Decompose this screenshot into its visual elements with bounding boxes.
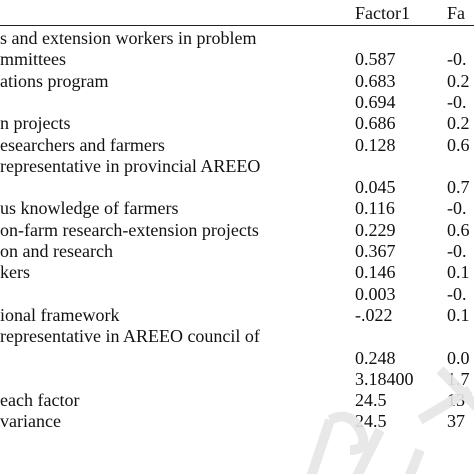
table-row	[0, 326, 474, 347]
table-row	[0, 390, 474, 411]
factor2-value: 0.1	[447, 262, 470, 283]
table-row	[0, 369, 474, 390]
table-row	[0, 92, 474, 113]
row-label: ations program	[0, 70, 109, 91]
factor2-value: 0.2	[447, 70, 470, 91]
table-row	[0, 156, 474, 177]
factor2-value: 0.1	[447, 304, 470, 325]
factor1-value: 0.229	[355, 219, 396, 240]
factor1-value: 3.18400	[355, 368, 414, 389]
factor1-value: 0.146	[355, 262, 396, 283]
row-label: ional framework	[0, 304, 120, 325]
factor1-value: 0.686	[355, 113, 396, 134]
table-row	[0, 113, 474, 134]
row-label: representative in AREEO council of	[0, 326, 260, 347]
factor2-value: 0.6	[447, 219, 470, 240]
row-label: us knowledge of farmers	[0, 198, 179, 219]
factor1-value: 0.367	[355, 241, 396, 261]
table-row	[0, 220, 474, 241]
factor2-value: 37	[447, 411, 465, 432]
table-row	[0, 28, 474, 49]
factor1-value: 0.683	[355, 70, 396, 91]
row-label: variance	[0, 411, 61, 432]
row-label: mmittees	[0, 49, 66, 70]
header-factor2: Fa	[447, 3, 465, 23]
table-row	[0, 411, 474, 432]
factor2-value: 13	[447, 390, 465, 411]
factor1-value: 0.587	[355, 49, 396, 70]
factor2-value: 0.7	[447, 177, 470, 198]
factor1-value: 0.128	[355, 134, 396, 155]
factor1-value: 0.248	[355, 347, 396, 368]
factor2-value: -0.	[447, 283, 467, 304]
table-row	[0, 262, 474, 283]
header-rule	[0, 25, 474, 26]
table-row	[0, 177, 474, 198]
header-factor1: Factor1	[355, 3, 410, 23]
factor2-value: 0.2	[447, 113, 470, 134]
factor1-value: 0.116	[355, 198, 395, 219]
table-row	[0, 305, 474, 326]
factor2-value: -0.	[447, 198, 467, 219]
row-label: esearchers and farmers	[0, 134, 165, 155]
factor2-value: -0.	[447, 91, 467, 112]
factor1-value: 0.003	[355, 283, 396, 304]
table-row	[0, 284, 474, 305]
row-label: kers	[0, 262, 30, 283]
table-row	[0, 71, 474, 92]
row-label: on and research	[0, 241, 113, 261]
table-row	[0, 198, 474, 219]
factor2-value: 0.6	[447, 134, 470, 155]
factor2-value: -0.	[447, 49, 467, 70]
row-label: representative in provincial AREEO	[0, 155, 261, 176]
row-label: n projects	[0, 113, 71, 134]
factor2-value: 0.0	[447, 347, 470, 368]
row-label: on-farm research-extension projects	[0, 219, 259, 240]
factor2-value: 1.7	[447, 368, 470, 389]
table-row	[0, 241, 474, 262]
factor1-value: 24.5	[355, 411, 387, 432]
factor1-value: 24.5	[355, 390, 387, 411]
factor2-value: -0.	[447, 241, 467, 261]
table-row	[0, 49, 474, 70]
table-row	[0, 348, 474, 369]
factor1-value: 0.045	[355, 177, 396, 198]
factor1-value: 0.694	[355, 91, 396, 112]
table-row	[0, 135, 474, 156]
row-label: s and extension workers in problem	[0, 28, 257, 48]
factor1-value: -.022	[355, 304, 393, 325]
row-label: each factor	[0, 390, 80, 411]
